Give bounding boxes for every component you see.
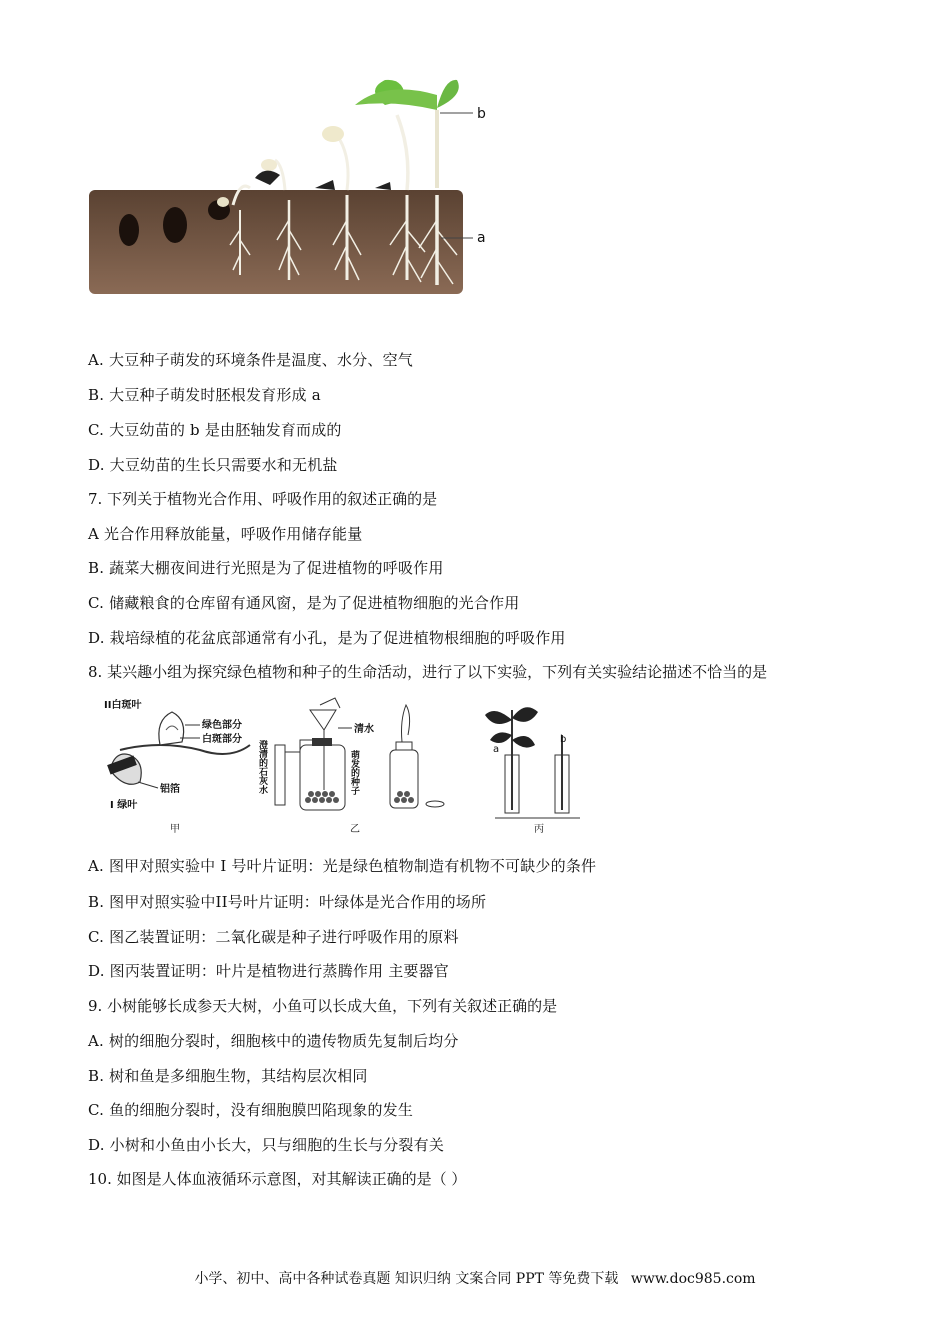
yi-caption: 乙 — [350, 824, 360, 835]
seed-germination-figure — [85, 70, 505, 300]
q9-option-d: D. 小树和小鱼由小长大，只与细胞的生长与分裂有关 — [88, 1136, 445, 1154]
jia-leaf1-label: I 绿叶 — [110, 800, 138, 811]
q8-option-b: B. 图甲对照实验中II号叶片证明：叶绿体是光合作用的场所 — [88, 893, 487, 911]
q6-option-a: A. 大豆种子萌发的环境条件是温度、水分、空气 — [88, 351, 413, 369]
seed-1 — [119, 214, 139, 246]
q6-option-c: C. 大豆幼苗的 b 是由胚轴发育而成的 — [88, 421, 342, 439]
page-footer — [0, 1268, 950, 1288]
label-a: a — [477, 230, 486, 246]
jia-green-label: 绿色部分 — [202, 720, 242, 731]
q8-stem: 8. 某兴趣小组为探究绿色植物和种子的生命活动，进行了以下实验，下列有关实验结论描述不恰当的是 — [88, 663, 768, 681]
q7-stem: 7. 下列关于植物光合作用、呼吸作用的叙述正确的是 — [88, 490, 438, 508]
q8-option-d: D. 图丙装置证明：叶片是植物进行蒸腾作用 主要器官 — [88, 962, 449, 980]
q7-option-d: D. 栽培绿植的花盆底部通常有小孔，是为了促进植物根细胞的呼吸作用 — [88, 629, 566, 647]
jia-caption: 甲 — [170, 824, 180, 835]
footer-url[interactable]: www.doc985.com — [630, 1271, 756, 1287]
bing-label-b: b — [560, 734, 567, 745]
q9-stem: 9. 小树能够长成参天大树，小鱼可以长成大鱼，下列有关叙述正确的是 — [88, 997, 558, 1015]
jia-white-label: 白斑部分 — [202, 734, 242, 745]
jia-title: II白斑叶 — [104, 700, 142, 711]
q6-option-b: B. 大豆种子萌发时胚根发育形成 a — [88, 386, 321, 404]
figure-jia — [104, 698, 250, 835]
q9-option-b: B. 树和鱼是多细胞生物，其结构层次相同 — [88, 1067, 368, 1085]
seed-2 — [163, 207, 187, 243]
yi-limewater-label: 澄清的石灰水 — [257, 740, 267, 794]
footer-text: 小学、初中、高中各种试卷真题 知识归纳 文案合同 PPT 等免费下载 — [194, 1271, 619, 1287]
q9-option-c: C. 鱼的细胞分裂时，没有细胞膜凹陷现象的发生 — [88, 1101, 414, 1119]
yi-seeds-label: 萌发的种子 — [349, 750, 359, 795]
bing-label-a: a — [493, 744, 500, 755]
q8-option-c: C. 图乙装置证明：二氧化碳是种子进行呼吸作用的原料 — [88, 928, 459, 946]
q8-option-a: A. 图甲对照实验中 I 号叶片证明：光是绿色植物制造有机物不可缺少的条件 — [88, 857, 597, 875]
figure-yi — [257, 698, 444, 835]
yi-water-label: 清水 — [354, 724, 374, 735]
q7-option-b: B. 蔬菜大棚夜间进行光照是为了促进植物的呼吸作用 — [88, 559, 444, 577]
label-b: b — [477, 106, 486, 122]
experiment-figure — [100, 690, 590, 840]
q7-option-c: C. 储藏粮食的仓库留有通风窗，是为了促进植物细胞的光合作用 — [88, 594, 520, 612]
q6-option-d: D. 大豆幼苗的生长只需要水和无机盐 — [88, 456, 338, 474]
bing-caption: 丙 — [534, 824, 544, 835]
jia-foil-label: 铝箔 — [160, 784, 180, 795]
q9-option-a: A. 树的细胞分裂时，细胞核中的遗传物质先复制后均分 — [88, 1032, 459, 1050]
q7-option-a: A 光合作用释放能量，呼吸作用储存能量 — [88, 525, 363, 543]
figure-bing — [485, 707, 580, 835]
q10-stem: 10. 如图是人体血液循环示意图，对其解读正确的是（ ） — [88, 1170, 467, 1188]
